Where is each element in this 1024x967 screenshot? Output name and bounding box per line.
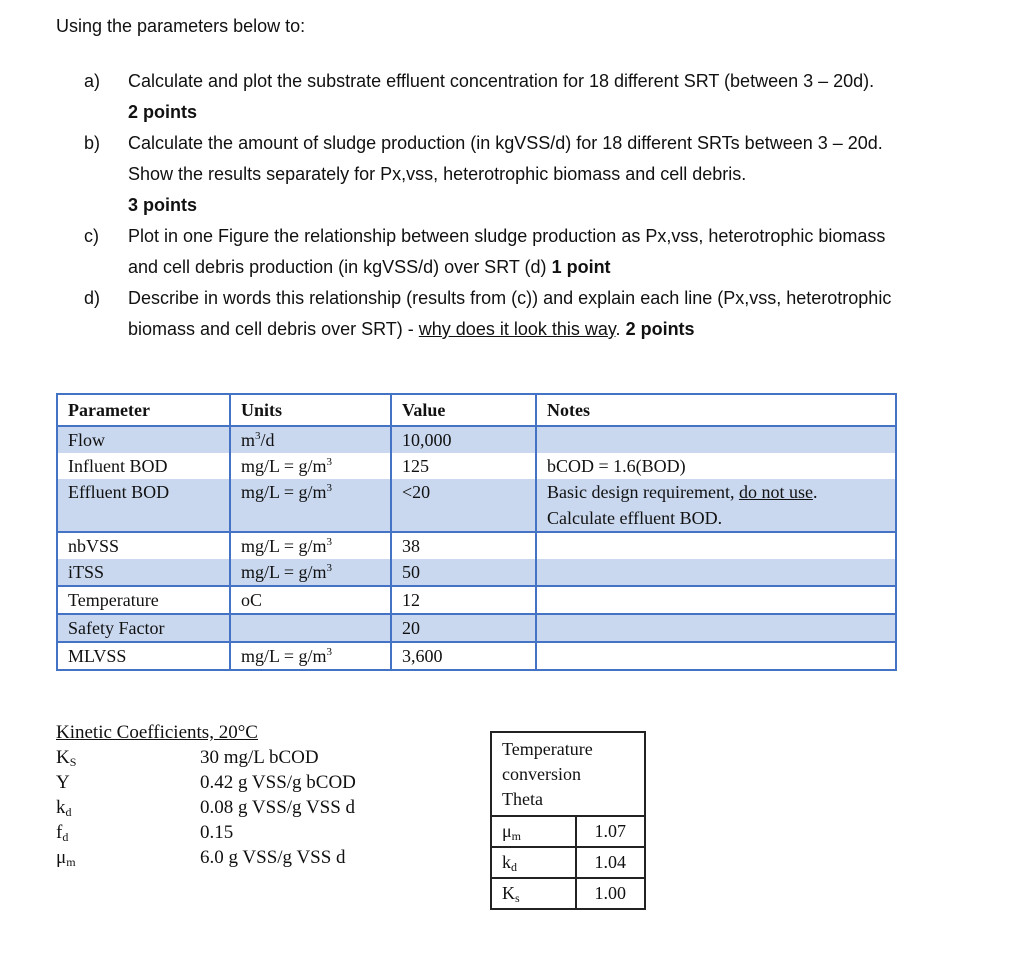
task-text: Describe in words this relationship (results from (c)) and explain each line (Px,vss, heterotrophic	[128, 288, 892, 308]
cell-units	[230, 614, 391, 642]
cell-parameter: Temperature	[57, 586, 230, 614]
cell-parameter: Safety Factor	[57, 614, 230, 642]
table-row	[57, 479, 896, 532]
task-text: Calculate the amount of sludge production (in kgVSS/d) for 18 different SRTs between 3 – 20d.	[128, 133, 883, 153]
cell-parameter: Effluent BOD	[57, 479, 230, 532]
theta-header: Temperature conversion Theta	[491, 732, 645, 816]
cell-value: 38	[391, 532, 536, 559]
kinetic-value: 0.42 g VSS/g bCOD	[200, 772, 356, 793]
cell-value: 10,000	[391, 426, 536, 453]
cell-parameter: nbVSS	[57, 532, 230, 559]
cell-value: 3,600	[391, 642, 536, 670]
cell-units: $mg/L = g/m^3$	[230, 559, 391, 586]
cell-units: $mg/L = g/m^3$	[230, 642, 391, 670]
kinetic-symbol: Y	[56, 772, 70, 793]
task-list	[84, 66, 994, 345]
theta-value: 1.00	[576, 878, 645, 909]
kinetic-value: 0.08 g VSS/g VSS d	[200, 797, 356, 818]
cell-notes	[536, 532, 896, 559]
cell-units: $mg/L = g/m^3$	[230, 453, 391, 479]
cell-notes	[536, 614, 896, 642]
theta-row	[491, 816, 645, 847]
cell-parameter: MLVSS	[57, 642, 230, 670]
task-text: biomass and cell debris over SRT) -	[128, 319, 419, 339]
theta-row	[491, 847, 645, 878]
cell-notes	[536, 642, 896, 670]
cell-parameter: iTSS	[57, 559, 230, 586]
cell-notes	[536, 586, 896, 614]
kinetic-row	[56, 745, 356, 770]
theta-table	[490, 731, 646, 910]
cell-notes	[536, 559, 896, 586]
cell-parameter: Flow	[57, 426, 230, 453]
task-points: 2 points	[625, 319, 695, 339]
task-label: d)	[84, 288, 101, 308]
theta-header-row	[491, 732, 645, 816]
task-text: Calculate and plot the substrate effluent concentration for 18 different SRT (between 3 – 20d).	[128, 71, 875, 91]
kinetic-value: 30 mg/L bCOD	[200, 747, 319, 768]
kinetic-coefficients	[56, 720, 356, 870]
table-row	[57, 614, 896, 642]
cell-value: 12	[391, 586, 536, 614]
theta-value: 1.07	[576, 816, 645, 847]
kinetic-symbol: $f_d$	[56, 822, 69, 844]
theta-symbol: $\mu_m$	[491, 816, 576, 847]
cell-notes: bCOD = 1.6(BOD)	[536, 453, 896, 479]
header-units: Units	[230, 394, 391, 426]
cell-units: $mg/L = g/m^3$	[230, 479, 391, 532]
cell-parameter: Influent BOD	[57, 453, 230, 479]
table-row	[57, 532, 896, 559]
kinetic-row	[56, 770, 356, 795]
task-a	[84, 66, 994, 128]
task-text: and cell debris production (in kgVSS/d) over SRT (d)	[128, 257, 547, 277]
intro-text: Using the parameters below to:	[56, 16, 306, 36]
task-label: c)	[84, 226, 99, 246]
cell-value: 20	[391, 614, 536, 642]
cell-units: $mg/L = g/m^3$	[230, 532, 391, 559]
task-b	[84, 128, 994, 221]
table-row	[57, 426, 896, 453]
kinetics-title: Kinetic Coefficients, 20°C	[56, 722, 258, 743]
table-row	[57, 586, 896, 614]
task-text: Show the results separately for Px,vss, heterotrophic biomass and cell debris.	[128, 164, 747, 184]
theta-row	[491, 878, 645, 909]
task-d	[84, 283, 994, 345]
cell-value: 125	[391, 453, 536, 479]
parameters-table	[56, 393, 897, 671]
kinetic-row	[56, 795, 356, 820]
kinetic-symbol: $\mu_m$	[56, 847, 76, 869]
table-row	[57, 453, 896, 479]
header-parameter: Parameter	[57, 394, 230, 426]
cell-value: 50	[391, 559, 536, 586]
task-points: 2 points	[128, 102, 198, 122]
table-row	[57, 559, 896, 586]
cell-value: <20	[391, 479, 536, 532]
kinetic-row	[56, 845, 356, 870]
cell-notes	[536, 426, 896, 453]
task-points: 1 point	[551, 257, 611, 277]
cell-units: oC	[230, 586, 391, 614]
theta-symbol: $k_d$	[491, 847, 576, 878]
header-value: Value	[391, 394, 536, 426]
task-text-underlined: why does it look this way	[418, 319, 616, 339]
kinetic-value: 6.0 g VSS/g VSS d	[200, 847, 346, 868]
theta-symbol: $K_s$	[491, 878, 576, 909]
kinetic-symbol: $k_d$	[56, 797, 72, 819]
task-text: Plot in one Figure the relationship between sludge production as Px,vss, heterotrophic biomass	[128, 226, 886, 246]
kinetic-symbol: $K_S$	[56, 747, 77, 769]
task-label: b)	[84, 133, 101, 153]
table-header-row	[57, 394, 896, 426]
task-text: .	[615, 319, 626, 339]
kinetic-value: 0.15	[200, 822, 234, 843]
cell-notes: Basic design requirement, do not use. Calculate effluent BOD.	[536, 479, 896, 532]
task-c	[84, 221, 994, 283]
task-points: 3 points	[128, 195, 198, 215]
task-label: a)	[84, 71, 101, 91]
cell-units: $m^3/d$	[230, 426, 391, 453]
table-row	[57, 642, 896, 670]
theta-value: 1.04	[576, 847, 645, 878]
kinetic-row	[56, 820, 356, 845]
header-notes: Notes	[536, 394, 896, 426]
